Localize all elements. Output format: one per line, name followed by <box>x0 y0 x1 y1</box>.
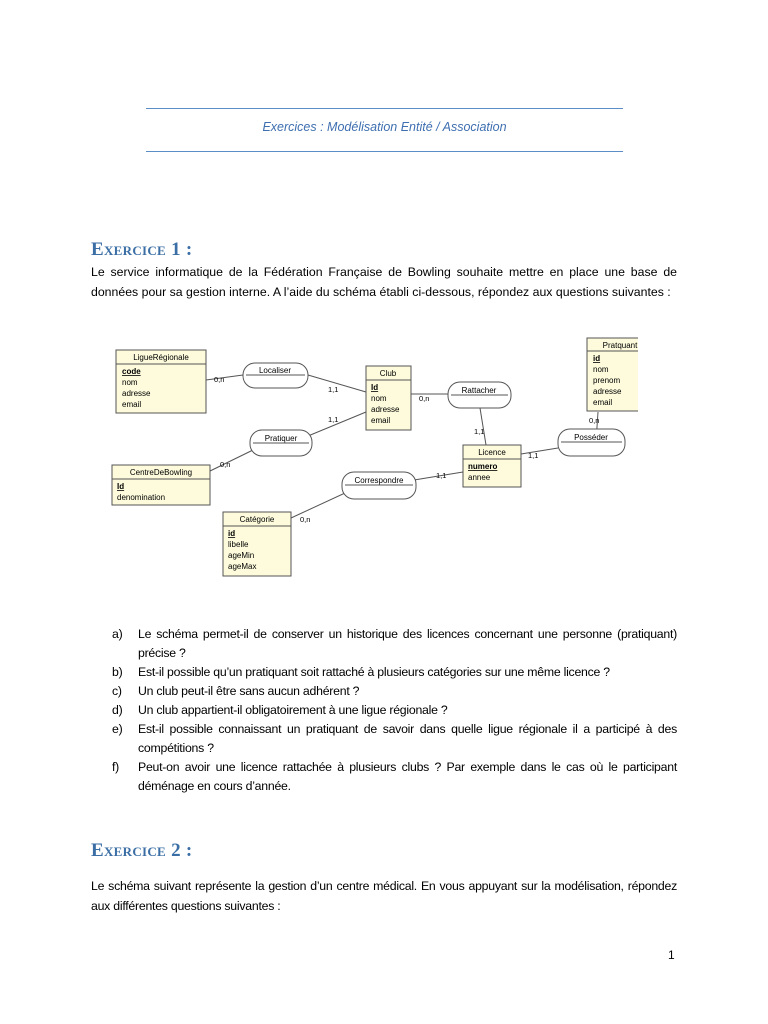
card-licence-correspondre: 1,1 <box>436 471 447 480</box>
entity-attr: ageMax <box>228 562 257 571</box>
association-name: Localiser <box>258 366 292 375</box>
association-pratiquer <box>250 430 312 456</box>
questions-list <box>112 625 677 796</box>
association-name: Posséder <box>574 433 608 442</box>
entity-name: Pratquant <box>602 341 638 350</box>
question-item <box>112 758 677 796</box>
link-ligue-localiser <box>206 375 243 380</box>
entity-name: Club <box>379 369 397 378</box>
entity-name: Licence <box>478 448 506 457</box>
entity-attr: email <box>122 400 142 409</box>
exercice1-title: Exercice 1 : <box>91 239 193 260</box>
exercice2-intro: Le schéma suivant représente la gestion d’un centre médical. En vous appuyant sur la modélisation, répondez aux différentes questions suivantes : <box>91 879 677 913</box>
entity-name: LigueRégionale <box>133 353 189 362</box>
exercice2-title: Exercice 2 : <box>91 840 193 861</box>
entity-key: id <box>228 529 236 538</box>
question-marker: f) <box>112 760 120 774</box>
association-correspondre <box>342 472 416 499</box>
card-ligue-localiser: 0,n <box>214 375 225 384</box>
entity-key: code <box>122 367 141 376</box>
header-title: Exercices : Modélisation Entité / Association <box>262 120 507 134</box>
header-rule-top <box>146 108 623 109</box>
entity-attr: nom <box>122 378 138 387</box>
question-item <box>112 720 677 758</box>
entity-key: Id <box>371 383 379 392</box>
question-marker: e) <box>112 722 123 736</box>
entity-key: Id <box>117 482 125 491</box>
entity-pratiquant <box>587 338 638 411</box>
entity-club <box>366 366 411 430</box>
entity-centre-de-bowling <box>112 465 210 505</box>
entity-key: numero <box>468 462 498 471</box>
entity-association-diagram <box>108 332 638 582</box>
question-item <box>112 625 677 663</box>
question-text: Un club peut-il être sans aucun adhérent ? <box>138 684 360 698</box>
entity-attr: adresse <box>593 387 622 396</box>
page-number: 1 <box>668 948 675 962</box>
header-rule-bottom <box>146 151 623 152</box>
entity-attr: email <box>371 416 391 425</box>
question-text: Le schéma permet-il de conserver un historique des licences concernant une personne (pratiquant) précise ? <box>138 627 677 660</box>
question-text: Est-il possible qu’un pratiquant soit rattaché à plusieurs catégories sur une même licence ? <box>138 665 610 679</box>
entity-name: Catégorie <box>239 515 275 524</box>
question-item <box>112 701 677 720</box>
entity-attr: nom <box>593 365 609 374</box>
entity-attr: adresse <box>122 389 151 398</box>
link-licence-posseder <box>521 448 558 454</box>
entity-attr: prenom <box>593 376 621 385</box>
exercice1-intro: Le service informatique de la Fédération Française de Bowling souhaite mettre en place une base de données pour sa gestion interne. A l’aide du schéma établi ci-dessous, répondez aux questions suivantes : <box>91 265 677 299</box>
question-marker: c) <box>112 684 122 698</box>
entity-attr: denomination <box>117 493 166 502</box>
question-marker: d) <box>112 703 123 717</box>
card-correspondre-categorie: 0,n <box>300 515 311 524</box>
entity-attr: ageMin <box>228 551 255 560</box>
question-text: Peut-on avoir une licence rattachée à plusieurs clubs ? Par exemple dans le cas où le participant déménage en cours d’année. <box>138 760 677 793</box>
question-marker: a) <box>112 627 123 641</box>
question-marker: b) <box>112 665 123 679</box>
entity-name: CentreDeBowling <box>129 468 193 477</box>
entity-attr: annee <box>468 473 491 482</box>
card-club-pratiquer: 1,1 <box>328 415 339 424</box>
association-localiser <box>243 363 308 388</box>
question-item <box>112 663 677 682</box>
entity-attr: adresse <box>371 405 400 414</box>
entity-categorie <box>223 512 291 576</box>
entity-key: id <box>593 354 601 363</box>
link-pratiquer-centre <box>208 450 253 472</box>
card-pratiquer-centre: 0,n <box>220 460 231 469</box>
card-posseder-pratiquant: 0,n <box>589 416 600 425</box>
card-localiser-club: 1,1 <box>328 385 339 394</box>
association-name: Correspondre <box>354 476 404 485</box>
question-text: Un club appartient-il obligatoirement à une ligue régionale ? <box>138 703 448 717</box>
card-rattacher-licence: 1,1 <box>474 427 485 436</box>
card-club-rattacher: 0,n <box>419 394 430 403</box>
entity-attr: libelle <box>228 540 249 549</box>
association-name: Pratiquer <box>264 434 298 443</box>
association-rattacher <box>448 382 511 408</box>
association-name: Rattacher <box>461 386 497 395</box>
question-text: Est-il possible connaissant un pratiquant de savoir dans quelle ligue régionale il a participé à des compétitions ? <box>138 722 677 755</box>
entity-attr: email <box>593 398 613 407</box>
entity-ligue-regionale <box>116 350 206 413</box>
entity-attr: nom <box>371 394 387 403</box>
card-licence-posseder: 1,1 <box>528 451 539 460</box>
entity-licence <box>463 445 521 487</box>
association-posseder <box>558 429 625 456</box>
question-item <box>112 682 677 701</box>
